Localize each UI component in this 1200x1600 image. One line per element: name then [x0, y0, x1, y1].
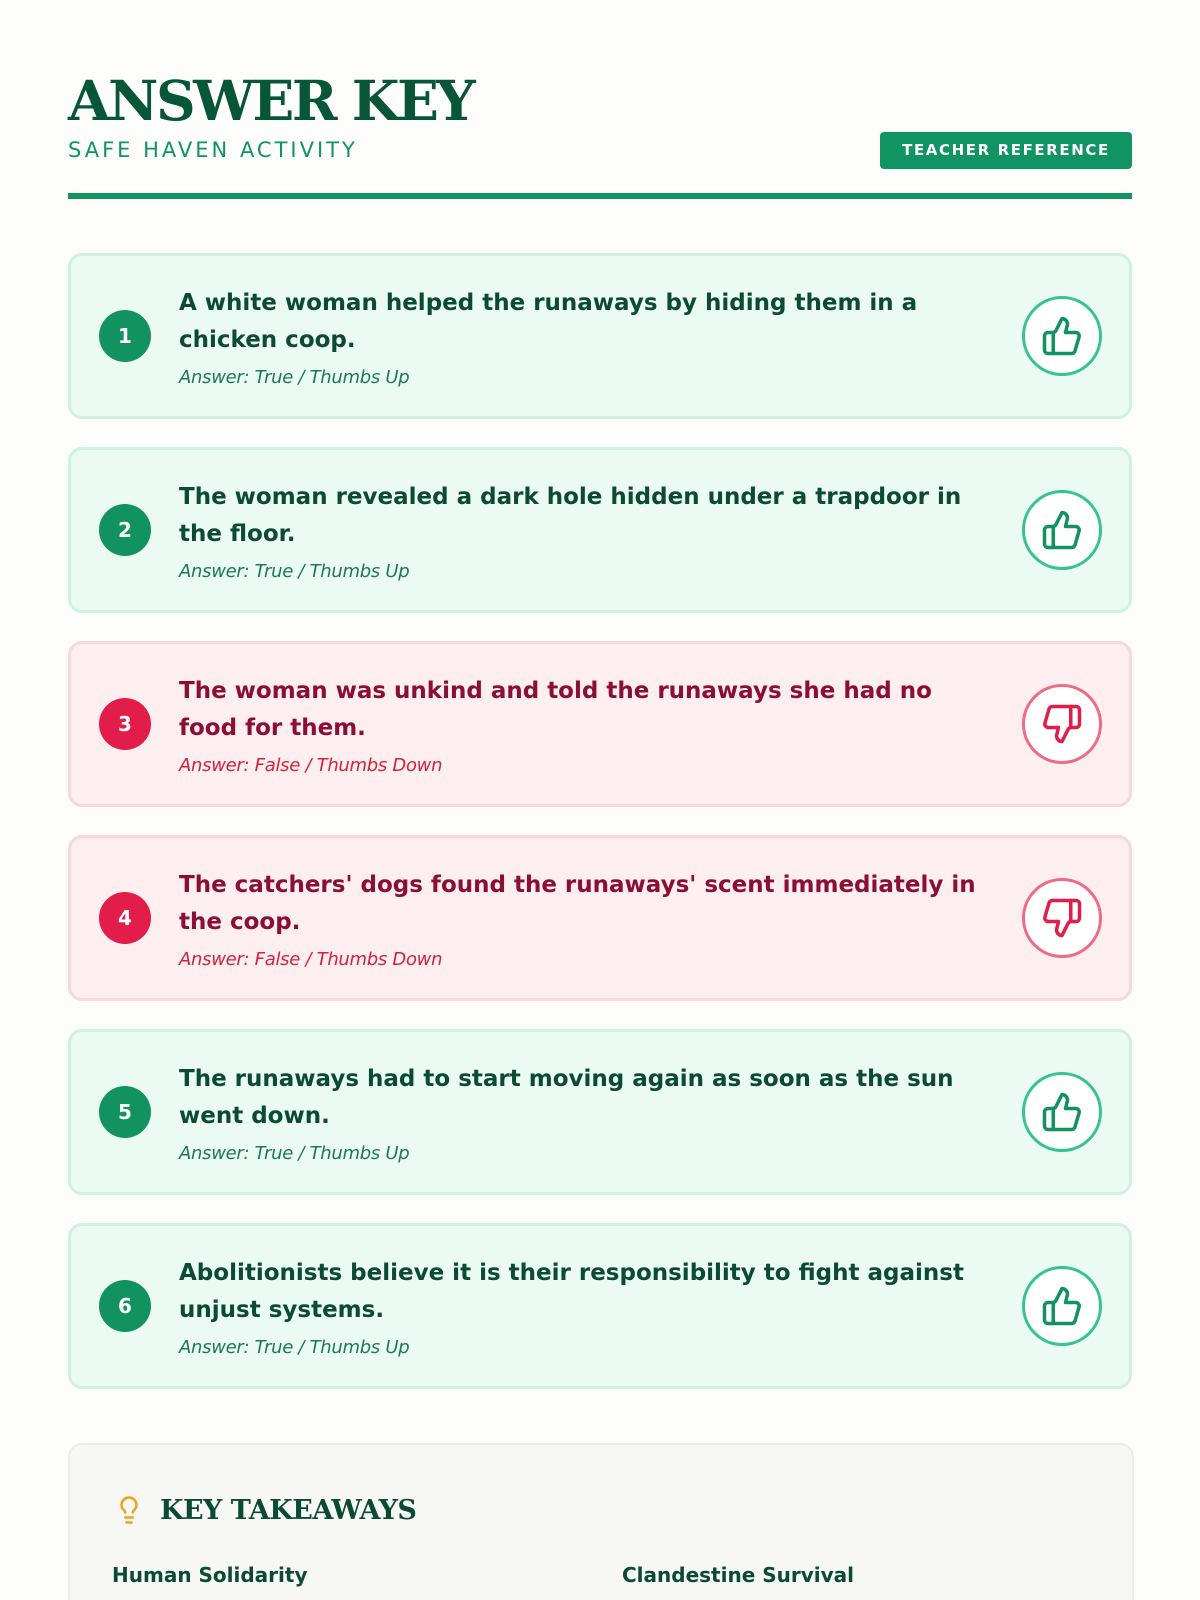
- thumbs-up-icon: [1022, 490, 1102, 570]
- question-statement: The woman revealed a dark hole hidden under a trapdoor in the floor.: [179, 484, 962, 547]
- question-number: 3: [99, 698, 151, 750]
- question-card: [68, 447, 1132, 613]
- question-answer: Answer: True / Thumbs Up: [179, 1143, 410, 1164]
- key-takeaways-header: [114, 1493, 416, 1527]
- question-number: 6: [99, 1280, 151, 1332]
- question-card: [68, 253, 1132, 419]
- thumbs-down-icon: [1022, 878, 1102, 958]
- question-text-block: [179, 285, 989, 391]
- question-answer: Answer: False / Thumbs Down: [179, 755, 443, 776]
- lightbulb-icon: [114, 1493, 144, 1527]
- thumbs-down-icon: [1022, 684, 1102, 764]
- question-number: 4: [99, 892, 151, 944]
- question-statement: Abolitionists believe it is their responsibility to fight against unjust systems.: [179, 1260, 964, 1323]
- question-answer: Answer: True / Thumbs Up: [179, 367, 410, 388]
- teacher-reference-badge: TEACHER REFERENCE: [880, 132, 1132, 169]
- question-card: [68, 641, 1132, 807]
- takeaway-item: [112, 1560, 582, 1590]
- question-text-block: [179, 1061, 989, 1167]
- question-card: [68, 1223, 1132, 1389]
- question-statement: The runaways had to start moving again as soon as the sun went down.: [179, 1066, 954, 1129]
- question-text-block: [179, 867, 989, 973]
- key-takeaways-title: KEY TAKEAWAYS: [160, 1494, 417, 1526]
- question-text-block: [179, 479, 989, 585]
- takeaway-label: Human Solidarity: [112, 1563, 308, 1587]
- question-card: [68, 835, 1132, 1001]
- question-number: 1: [99, 310, 151, 362]
- question-number: 5: [99, 1086, 151, 1138]
- question-list: [68, 253, 1132, 1389]
- question-answer: Answer: True / Thumbs Up: [179, 1337, 410, 1358]
- question-statement: The woman was unkind and told the runaways she had no food for them.: [179, 678, 932, 741]
- question-card: [68, 1029, 1132, 1195]
- question-statement: The catchers' dogs found the runaways' scent immediately in the coop.: [179, 872, 976, 935]
- takeaway-label: Clandestine Survival: [622, 1563, 855, 1587]
- question-number: 2: [99, 504, 151, 556]
- question-answer: Answer: True / Thumbs Up: [179, 561, 410, 582]
- page-header: [68, 68, 1132, 199]
- question-text-block: [179, 1255, 989, 1361]
- page-subtitle: SAFE HAVEN ACTIVITY: [68, 138, 358, 162]
- thumbs-up-icon: [1022, 296, 1102, 376]
- question-statement: A white woman helped the runaways by hiding them in a chicken coop.: [179, 290, 918, 353]
- question-text-block: [179, 673, 989, 779]
- key-takeaways-panel: [68, 1443, 1134, 1600]
- page-title: ANSWER KEY: [68, 68, 474, 133]
- question-answer: Answer: False / Thumbs Down: [179, 949, 443, 970]
- takeaway-item: [622, 1560, 1092, 1590]
- thumbs-up-icon: [1022, 1266, 1102, 1346]
- thumbs-up-icon: [1022, 1072, 1102, 1152]
